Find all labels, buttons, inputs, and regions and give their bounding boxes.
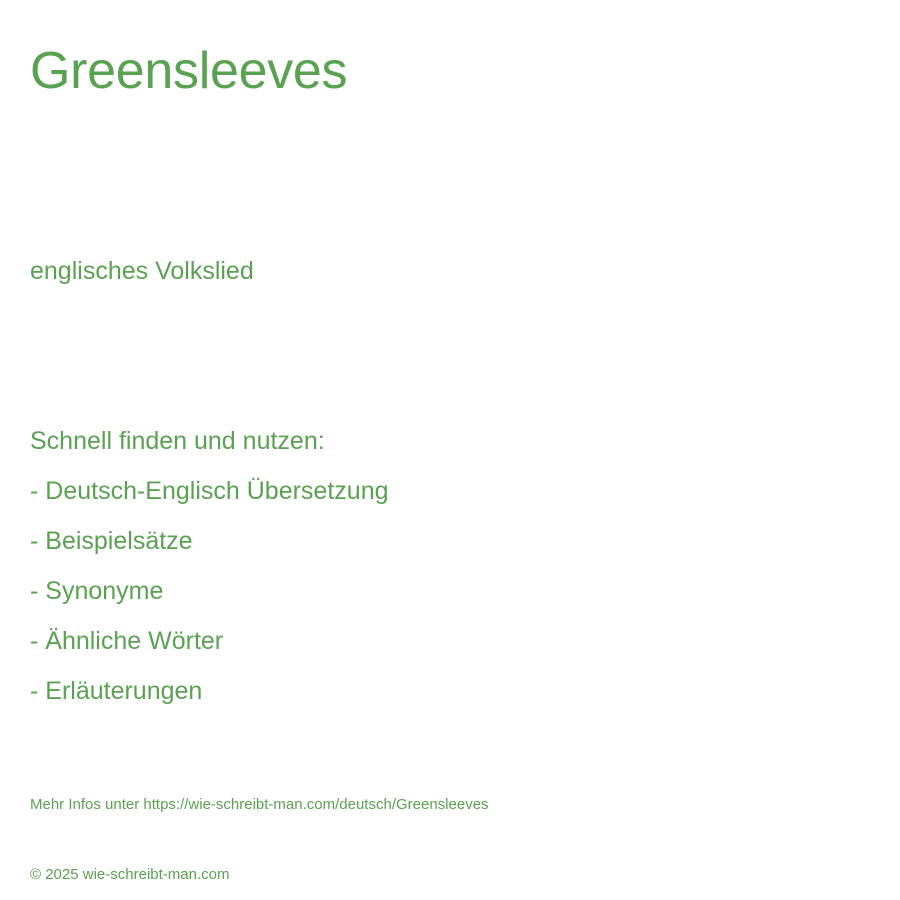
more-info-link[interactable]: https://wie-schreibt-man.com/deutsch/Greensleeves (143, 796, 489, 813)
feature-item-similar-words: - Ähnliche Wörter (30, 627, 224, 655)
feature-item-example-sentences: - Beispielsätze (30, 527, 193, 555)
more-info-prefix: Mehr Infos unter (30, 796, 144, 813)
more-info (30, 795, 489, 815)
feature-item-explanations: - Erläuterungen (30, 677, 203, 705)
copyright: © 2025 wie-schreibt-man.com (30, 866, 230, 883)
page-title: Greensleeves (30, 42, 348, 100)
word-description: englisches Volkslied (30, 257, 254, 285)
features-heading: Schnell finden und nutzen: (30, 427, 325, 455)
feature-item-translation: - Deutsch-Englisch Übersetzung (30, 477, 389, 505)
feature-item-synonyms: - Synonyme (30, 577, 164, 605)
features-list (30, 424, 389, 724)
